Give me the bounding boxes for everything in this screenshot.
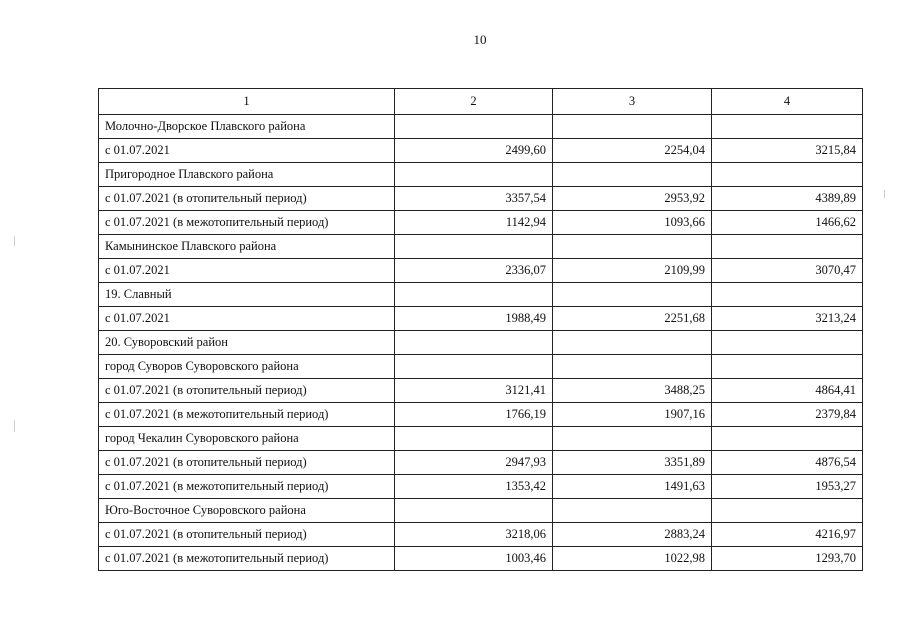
value-cell-col-3: 2883,24 — [553, 523, 712, 547]
value-cell-col-4: 2379,84 — [712, 403, 863, 427]
value-cell-col-3: 1907,16 — [553, 403, 712, 427]
value-cell-col-4 — [712, 355, 863, 379]
value-cell-col-2: 1988,49 — [395, 307, 553, 331]
group-row — [99, 115, 863, 139]
value-cell-col-4 — [712, 499, 863, 523]
header-cell-4: 4 — [712, 89, 863, 115]
value-cell-col-3 — [553, 499, 712, 523]
scan-speck-right — [884, 190, 885, 198]
group-label-cell: 20. Суворовский район — [99, 331, 395, 355]
value-cell-col-3 — [553, 163, 712, 187]
value-cell-col-2 — [395, 427, 553, 451]
table-header — [99, 89, 863, 115]
table-body — [99, 115, 863, 571]
group-label-cell: город Суворов Суворовского района — [99, 355, 395, 379]
data-row — [99, 547, 863, 571]
value-cell-col-2 — [395, 283, 553, 307]
group-row — [99, 235, 863, 259]
value-cell-col-3: 3488,25 — [553, 379, 712, 403]
data-row — [99, 379, 863, 403]
value-cell-col-4 — [712, 235, 863, 259]
value-cell-col-4: 3213,24 — [712, 307, 863, 331]
period-label-cell: с 01.07.2021 (в межотопительный период) — [99, 475, 395, 499]
value-cell-col-2: 1142,94 — [395, 211, 553, 235]
value-cell-col-3 — [553, 283, 712, 307]
scan-speck-left-2 — [14, 420, 15, 432]
value-cell-col-3: 2251,68 — [553, 307, 712, 331]
value-cell-col-4: 4216,97 — [712, 523, 863, 547]
data-row — [99, 451, 863, 475]
data-row — [99, 403, 863, 427]
value-cell-col-4 — [712, 427, 863, 451]
value-cell-col-3: 1022,98 — [553, 547, 712, 571]
group-row — [99, 355, 863, 379]
group-label-cell: город Чекалин Суворовского района — [99, 427, 395, 451]
period-label-cell: с 01.07.2021 (в межотопительный период) — [99, 547, 395, 571]
value-cell-col-2 — [395, 235, 553, 259]
value-cell-col-4 — [712, 331, 863, 355]
tariff-table — [98, 88, 863, 571]
value-cell-col-2: 1003,46 — [395, 547, 553, 571]
value-cell-col-4 — [712, 283, 863, 307]
group-row — [99, 499, 863, 523]
group-row — [99, 427, 863, 451]
value-cell-col-3 — [553, 427, 712, 451]
period-label-cell: с 01.07.2021 — [99, 307, 395, 331]
period-label-cell: с 01.07.2021 — [99, 259, 395, 283]
header-row — [99, 89, 863, 115]
value-cell-col-3: 2254,04 — [553, 139, 712, 163]
value-cell-col-2: 3357,54 — [395, 187, 553, 211]
value-cell-col-2 — [395, 163, 553, 187]
value-cell-col-4 — [712, 163, 863, 187]
period-label-cell: с 01.07.2021 — [99, 139, 395, 163]
value-cell-col-3: 3351,89 — [553, 451, 712, 475]
header-cell-1: 1 — [99, 89, 395, 115]
data-row — [99, 475, 863, 499]
data-row — [99, 211, 863, 235]
value-cell-col-4: 1293,70 — [712, 547, 863, 571]
value-cell-col-3 — [553, 331, 712, 355]
value-cell-col-2 — [395, 355, 553, 379]
group-label-cell: Юго-Восточное Суворовского района — [99, 499, 395, 523]
group-label-cell: Камынинское Плавского района — [99, 235, 395, 259]
header-cell-3: 3 — [553, 89, 712, 115]
value-cell-col-2: 2336,07 — [395, 259, 553, 283]
data-row — [99, 139, 863, 163]
page-number: 10 — [473, 32, 487, 47]
value-cell-col-4: 3215,84 — [712, 139, 863, 163]
period-label-cell: с 01.07.2021 (в отопительный период) — [99, 451, 395, 475]
period-label-cell: с 01.07.2021 (в межотопительный период) — [99, 211, 395, 235]
header-cell-2: 2 — [395, 89, 553, 115]
data-row — [99, 259, 863, 283]
value-cell-col-2: 1766,19 — [395, 403, 553, 427]
value-cell-col-4: 1466,62 — [712, 211, 863, 235]
data-row — [99, 307, 863, 331]
group-label-cell: Пригородное Плавского района — [99, 163, 395, 187]
data-row — [99, 523, 863, 547]
group-row — [99, 283, 863, 307]
value-cell-col-3: 1093,66 — [553, 211, 712, 235]
value-cell-col-2 — [395, 331, 553, 355]
data-row — [99, 187, 863, 211]
value-cell-col-3: 2953,92 — [553, 187, 712, 211]
period-label-cell: с 01.07.2021 (в отопительный период) — [99, 187, 395, 211]
period-label-cell: с 01.07.2021 (в отопительный период) — [99, 523, 395, 547]
value-cell-col-3 — [553, 235, 712, 259]
period-label-cell: с 01.07.2021 (в межотопительный период) — [99, 403, 395, 427]
value-cell-col-2: 1353,42 — [395, 475, 553, 499]
value-cell-col-4 — [712, 115, 863, 139]
value-cell-col-3: 1491,63 — [553, 475, 712, 499]
value-cell-col-3: 2109,99 — [553, 259, 712, 283]
value-cell-col-2: 2947,93 — [395, 451, 553, 475]
scan-speck-left — [14, 236, 15, 246]
group-label-cell: Молочно-Дворское Плавского района — [99, 115, 395, 139]
value-cell-col-2 — [395, 115, 553, 139]
value-cell-col-2: 3218,06 — [395, 523, 553, 547]
value-cell-col-2: 3121,41 — [395, 379, 553, 403]
value-cell-col-4: 4876,54 — [712, 451, 863, 475]
value-cell-col-2: 2499,60 — [395, 139, 553, 163]
value-cell-col-3 — [553, 115, 712, 139]
value-cell-col-3 — [553, 355, 712, 379]
group-row — [99, 331, 863, 355]
value-cell-col-4: 4864,41 — [712, 379, 863, 403]
value-cell-col-4: 1953,27 — [712, 475, 863, 499]
value-cell-col-4: 3070,47 — [712, 259, 863, 283]
value-cell-col-2 — [395, 499, 553, 523]
period-label-cell: с 01.07.2021 (в отопительный период) — [99, 379, 395, 403]
group-label-cell: 19. Славный — [99, 283, 395, 307]
group-row — [99, 163, 863, 187]
value-cell-col-4: 4389,89 — [712, 187, 863, 211]
